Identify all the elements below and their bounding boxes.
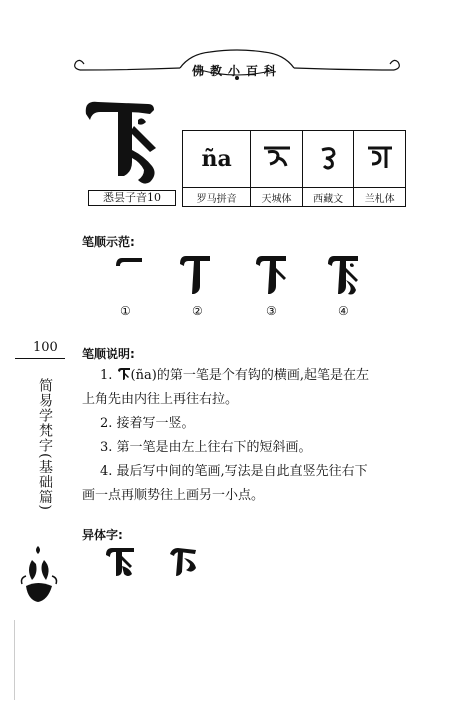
side-divider <box>15 358 65 359</box>
stroke-step-2-glyph <box>178 252 212 300</box>
roman-transliteration: ña <box>201 146 232 172</box>
item-1-number: 1. <box>100 368 117 383</box>
explanation-label: 笔顺说明: <box>82 347 135 361</box>
explanation-item-1-line-1 <box>100 364 369 388</box>
stroke-step-3-glyph <box>254 252 288 300</box>
stroke-step-4-glyph <box>326 252 360 302</box>
explanation-item-2: 2. 接着写一竖。 <box>100 416 195 431</box>
sidebar-emblem <box>18 540 60 610</box>
book-title-vertical: 简易学梵字(基础篇) <box>37 378 53 511</box>
variant-glyph-1 <box>104 546 138 582</box>
variant-glyph-2 <box>168 546 202 582</box>
explanation-item-1-line-2: 上角先由内往上再往右拉。 <box>82 392 239 407</box>
label-roman: 罗马拼音 <box>183 188 251 207</box>
variants-label: 异体字: <box>82 528 123 542</box>
explanation-item-3: 3. 第一笔是由左上往右下的短斜画。 <box>100 440 312 455</box>
inline-siddham-glyph <box>117 367 131 381</box>
character-caption: 悉昙子音10 <box>88 190 176 206</box>
main-siddham-glyph <box>78 92 178 192</box>
lantsa-cell <box>354 131 406 188</box>
label-lantsa: 兰札体 <box>354 188 406 207</box>
label-devanagari: 天城体 <box>251 188 303 207</box>
explanation-item-4-line-1: 4. 最后写中间的笔画,写法是自此直竖先往右下 <box>100 464 368 479</box>
item-1-text: 的第一笔是个有钩的横画,起笔是在左 <box>156 368 369 383</box>
devanagari-cell <box>251 131 303 188</box>
tibetan-cell <box>302 131 354 188</box>
script-comparison-table <box>182 130 406 207</box>
stroke-step-1-glyph <box>114 252 144 276</box>
lantsa-glyph <box>366 144 394 170</box>
step-number-1: ① <box>120 304 131 318</box>
step-number-3: ③ <box>266 304 277 318</box>
item-1-roman: (ña) <box>130 368 157 383</box>
label-tibetan: 西藏文 <box>302 188 354 207</box>
header-title: 佛教小百科 <box>191 64 282 78</box>
devanagari-glyph <box>262 144 292 170</box>
roman-cell <box>183 131 251 188</box>
page-number: 100 <box>33 340 58 355</box>
step-number-4: ④ <box>338 304 349 318</box>
stroke-order-label: 笔顺示范: <box>82 235 135 249</box>
step-number-2: ② <box>192 304 203 318</box>
tibetan-glyph <box>316 144 340 170</box>
explanation-item-4-line-2: 画一点再顺势往上画另一小点。 <box>82 488 265 503</box>
page-edge-line <box>14 620 15 700</box>
